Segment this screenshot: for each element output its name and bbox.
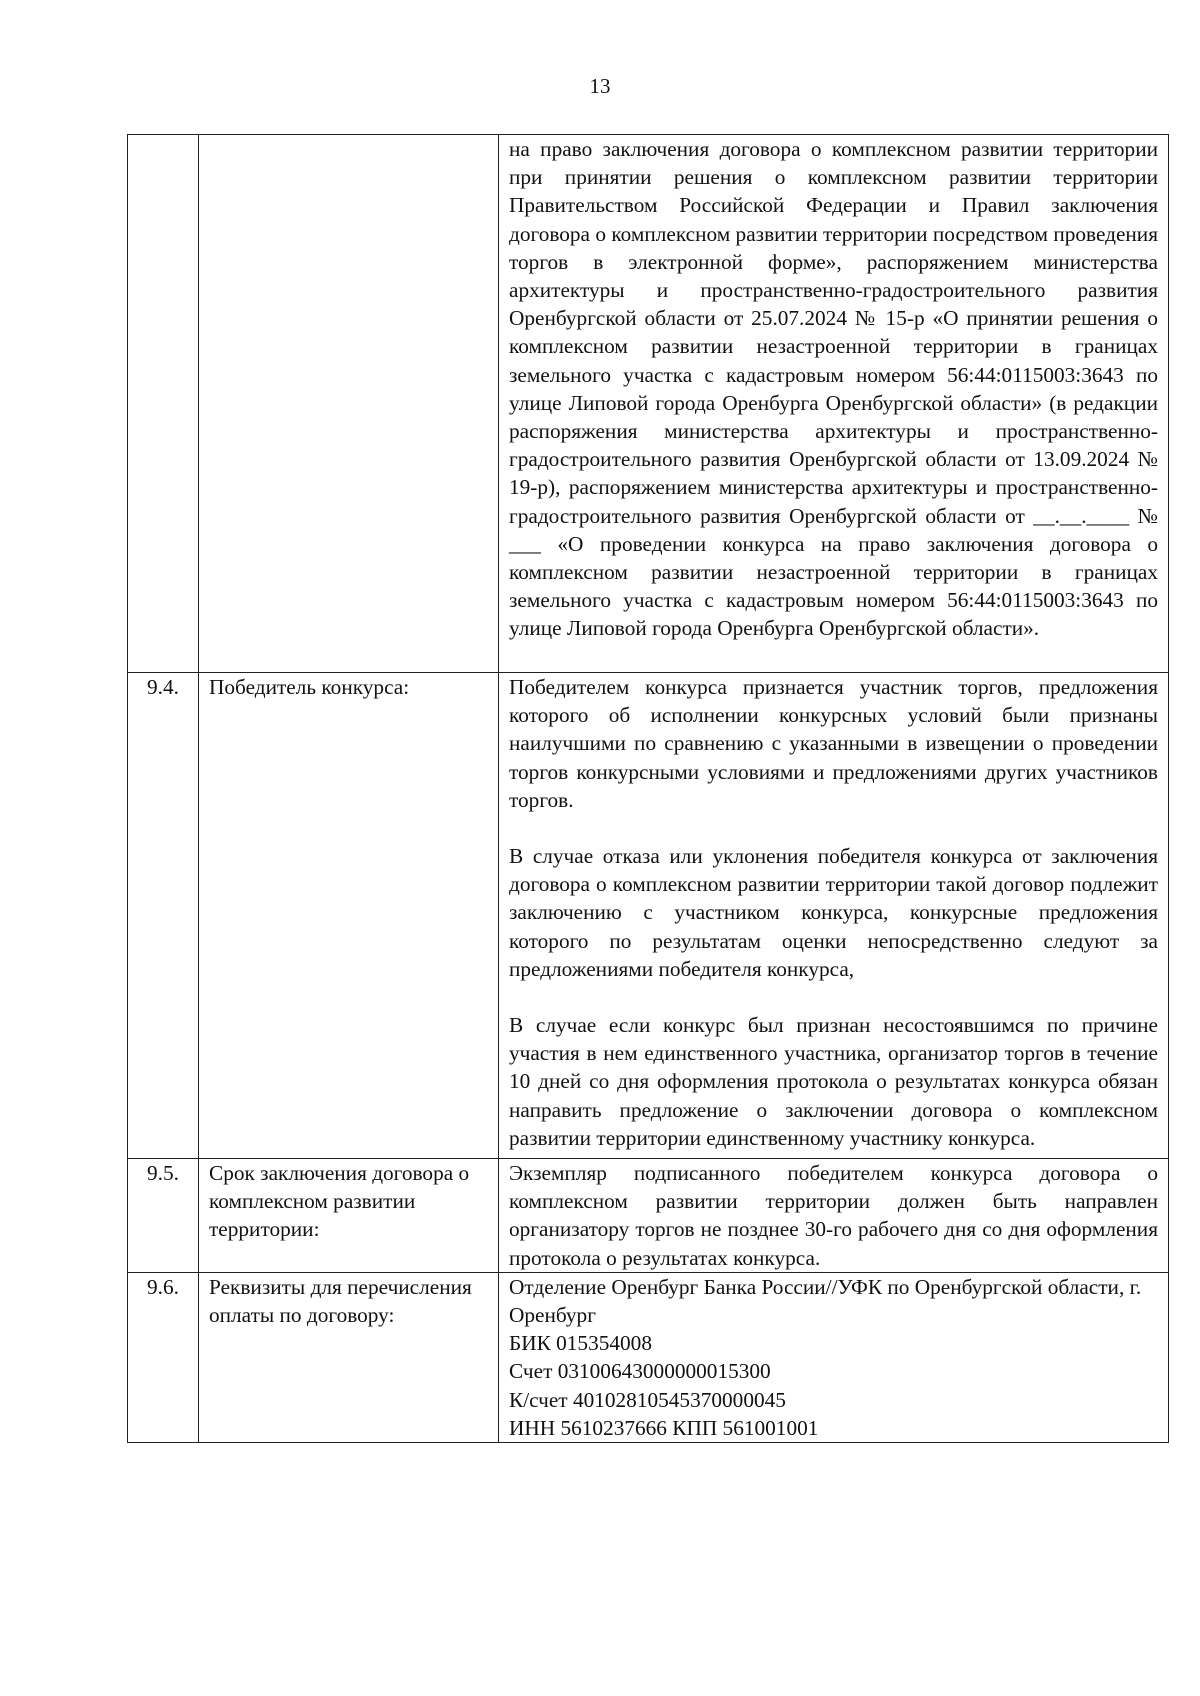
row-label: Победитель конкурса: — [199, 673, 499, 1159]
correspondent-account-line: К/счет 40102810545370000045 — [509, 1387, 786, 1412]
row-content — [499, 1159, 1169, 1273]
row-paragraph: на право заключения договора о комплексном развитии территории при принятии решения о комплексном развитии территории Правительством Российской Федерации и Правил заключения договора о комплексном развитии территории посредством проведения торгов в электронной форме», распоряжением министерства архитектуры и пространственно-градостроительного развития Оренбургской области от 25.07.2024 № 15-р «О принятии решения о комплексном развитии незастроенной территории в границах земельного участка с кадастровым номером 56:44:0115003:3643 по улице Липовой города Оренбурга Оренбургской области» (в редакции распоряжения министерства архитектуры и пространственно-градостроительного развития Оренбургской области от 13.09.2024 № 19-р), распоряжением министерства архитектуры и пространственно-градостроительного развития Оренбургской области от __.__.____ № ___ «О проведении конкурса на право заключения договора о комплексном развитии незастроенной территории в границах земельного участка с кадастровым номером 56:44:0115003:3643 по улице Липовой города Оренбурга Оренбургской области». — [509, 137, 1158, 641]
row-number: 9.6. — [128, 1272, 199, 1442]
row-label: Реквизиты для перечисления оплаты по договору: — [199, 1272, 499, 1442]
table-row-9-4 — [128, 673, 1169, 1159]
table-row-9-5 — [128, 1159, 1169, 1273]
row-content — [499, 1272, 1169, 1442]
row-paragraph: Экземпляр подписанного победителем конкурса договора о комплексном развитии территории должен быть направлен организатору торгов не позднее 30-го рабочего дня со дня оформления протокола о результатах конкурса. — [509, 1161, 1158, 1270]
table-row-9-6 — [128, 1272, 1169, 1442]
row-paragraph: В случае отказа или уклонения победителя конкурса от заключения договора о комплексном развитии территории такой договор подлежит заключению с участником конкурса, конкурсные предложения которого по результатам оценки непосредственно следуют за предложениями победителя конкурса, — [509, 844, 1158, 981]
row-number: 9.4. — [128, 673, 199, 1159]
row-content — [499, 673, 1169, 1159]
row-label — [199, 135, 499, 673]
page-number: 13 — [589, 74, 611, 98]
payment-details — [509, 1273, 1158, 1442]
row-number: 9.5. — [128, 1159, 199, 1273]
bik-line: БИК 015354008 — [509, 1331, 652, 1356]
row-paragraph: В случае если конкурс был признан несостоявшимся по причине участия в нем единственного участника, организатор торгов в течение 10 дней со дня оформления протокола о результатах конкурса обязан направить предложение о заключении договора о комплексном развитии территории единственному участнику конкурса. — [509, 1013, 1158, 1150]
row-number — [128, 135, 199, 673]
requirements-table — [127, 134, 1169, 1443]
inn-kpp-line: ИНН 5610237666 КПП 561001001 — [509, 1415, 819, 1440]
row-label: Срок заключения договора о комплексном развитии территории: — [199, 1159, 499, 1273]
bank-name-line: Отделение Оренбург Банка России//УФК по Оренбургской области, г. Оренбург — [509, 1274, 1142, 1328]
row-paragraph: Победителем конкурса признается участник торгов, предложения которого об исполнении конкурсных условий были признаны наилучшими по сравнению с указанными в извещении о проведении торгов конкурсными условиями и предложениями других участников торгов. — [509, 675, 1158, 812]
table-row-continuation — [128, 135, 1169, 673]
row-content — [499, 135, 1169, 673]
account-line: Счет 03100643000000015300 — [509, 1359, 771, 1384]
